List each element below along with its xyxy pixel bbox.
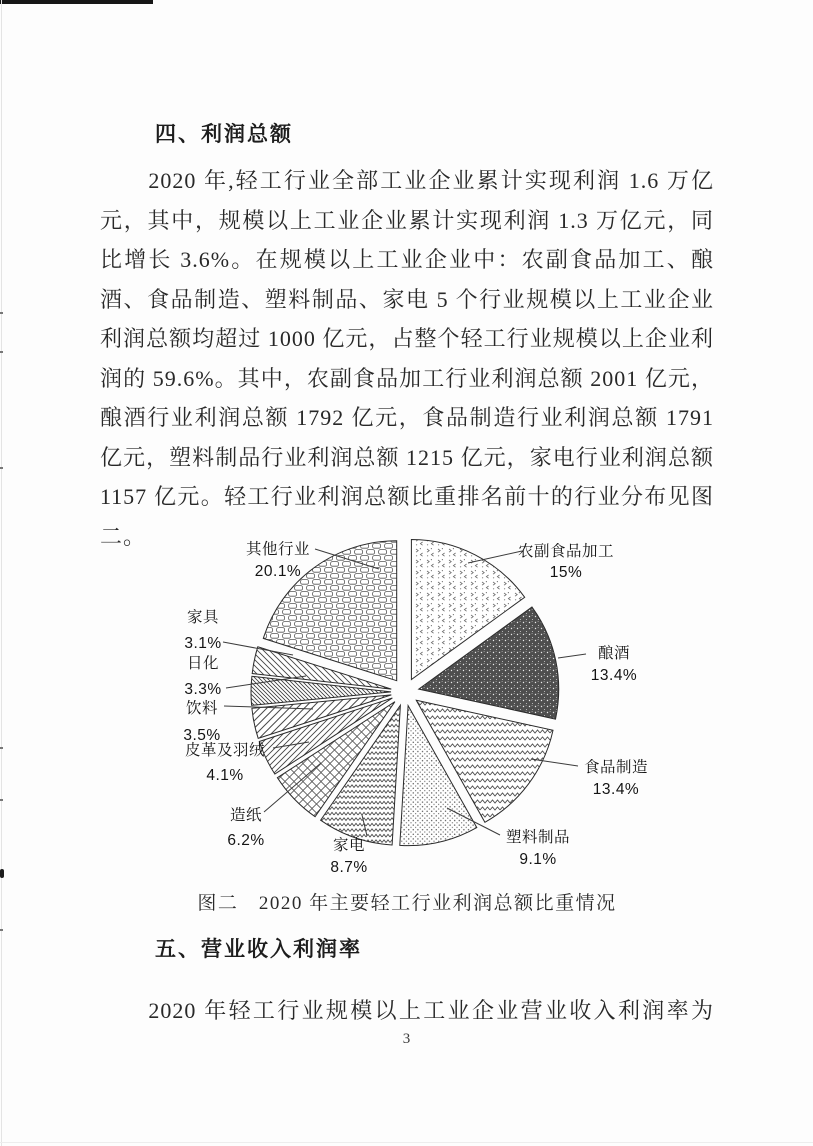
slice-label-name-3: 塑料制品 — [505, 829, 571, 846]
slice-label-name-6: 皮革及羽绒 — [184, 742, 266, 759]
scan-artifact-tick — [0, 351, 3, 353]
profit-share-pie-chart — [150, 525, 670, 885]
slice-label-name-1: 酿酒 — [597, 645, 631, 662]
slice-label-name-9: 家具 — [186, 609, 220, 626]
slice-label-percent-9: 3.1% — [184, 635, 222, 652]
page-number: 3 — [402, 1031, 411, 1047]
scan-artifact-tick — [0, 467, 3, 469]
slice-label-percent-10: 20.1% — [254, 563, 302, 580]
leader-line-1 — [558, 654, 586, 658]
scan-artifact-bottom-edge — [0, 1142, 813, 1143]
slice-label-percent-5: 6.2% — [227, 832, 265, 849]
section-heading-revenue-margin: 五、营业收入利润率 — [155, 938, 362, 961]
slice-label-name-0: 农副食品加工 — [517, 543, 615, 560]
body-paragraph-2: 2020 年轻工行业规模以上工业企业营业收入利润率为 — [148, 998, 714, 1023]
scan-artifact-top-bar — [0, 0, 153, 4]
slice-label-name-2: 食品制造 — [583, 759, 649, 776]
scan-artifact-tick — [0, 312, 3, 314]
slice-label-percent-2: 13.4% — [592, 781, 640, 798]
figure-caption: 图二 2020 年主要轻工行业利润总额比重情况 — [197, 893, 617, 914]
scan-artifact-tick — [0, 799, 3, 801]
slice-label-percent-1: 13.4% — [590, 667, 638, 684]
slice-label-percent-0: 15% — [549, 564, 583, 581]
slice-label-name-8: 日化 — [186, 655, 220, 672]
section-heading-profit-total: 四、利润总额 — [155, 123, 293, 146]
slice-label-percent-4: 8.7% — [330, 859, 368, 876]
slice-label-name-4: 家电 — [332, 837, 366, 854]
pie-chart-svg — [150, 525, 670, 885]
slice-label-name-7: 饮料 — [185, 700, 219, 717]
scan-artifact-blob — [0, 869, 4, 878]
slice-label-percent-8: 3.3% — [184, 681, 222, 698]
scan-artifact-left-edge — [1, 0, 2, 1146]
scan-artifact-tick — [0, 929, 3, 931]
slice-label-name-5: 造纸 — [229, 807, 263, 824]
slice-label-percent-7: 3.5% — [183, 727, 221, 744]
slice-label-name-10: 其他行业 — [245, 541, 311, 558]
scan-artifact-tick — [0, 747, 3, 749]
slice-label-percent-6: 4.1% — [206, 767, 244, 784]
body-paragraph-1: 2020 年,轻工行业全部工业企业累计实现利润 1.6 万亿元，其中，规模以上工业企业累计实现利润 1.3 万亿元，同比增长 3.6%。在规模以上工业企业中：农副食品加工、酿酒、食品制造、塑料制品、家电 5 个行业规模以上工业企业利润总额均超过 1000 亿元，占整个轻工行业规模以上企业利润的 59.6%。其中，农副食品加工行业利润总额 2001 亿元，酿酒行业利润总额 1792 亿元，食品制造行业利润总额 1791 亿元，塑料制品行业利润总额 1215 亿元，家电行业利润总额 1157 亿元。轻工行业利润总额比重排名前十的行业分布见图二。 — [100, 168, 714, 549]
slice-label-percent-3: 9.1% — [519, 851, 557, 868]
